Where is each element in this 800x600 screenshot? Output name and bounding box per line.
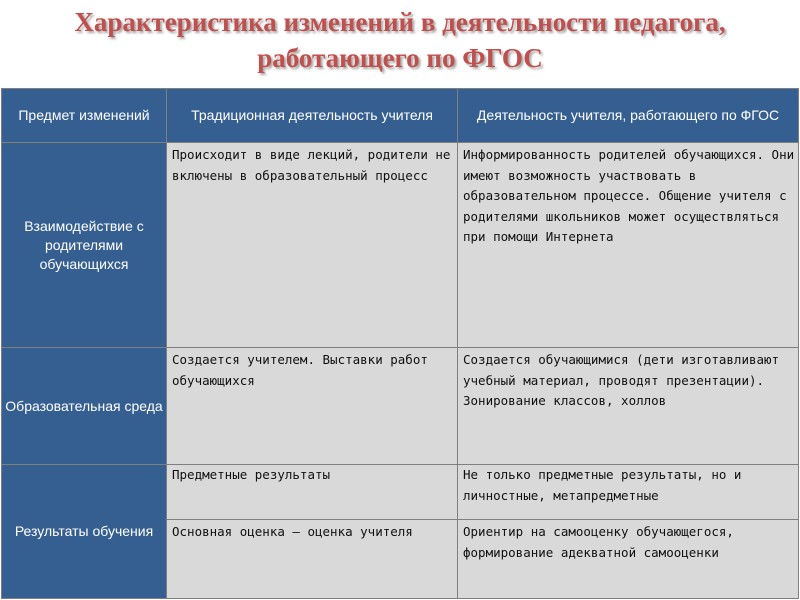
cell-traditional-assessment: Основная оценка – оценка учителя (167, 520, 458, 599)
row-subject-results: Результаты обучения (2, 465, 167, 599)
header-subject: Предмет изменений (2, 89, 167, 143)
table-row (2, 348, 799, 465)
cell-traditional-environment: Создается учителем. Выставки работ обучающихся (167, 348, 458, 465)
row-subject-environment: Образовательная среда (2, 348, 167, 465)
title-line-2: работающего по ФГОС (257, 43, 543, 73)
table-row (2, 143, 799, 348)
header-fgos: Деятельность учителя, работающего по ФГОС (458, 89, 799, 143)
cell-traditional-parents: Происходит в виде лекций, родители не включены в образовательный процесс (167, 143, 458, 348)
table-row (2, 465, 799, 520)
cell-traditional-results: Предметные результаты (167, 465, 458, 520)
header-traditional: Традиционная деятельность учителя (167, 89, 458, 143)
cell-fgos-parents: Информированность родителей обучающихся. Они имеют возможность участвовать в образовательном процессе. Общение учителя с родителями школьников может осуществляться при помощи Интернета (458, 143, 799, 348)
comparison-table (1, 88, 799, 599)
cell-fgos-results: Не только предметные результаты, но и личностные, метапредметные (458, 465, 799, 520)
cell-fgos-environment: Создается обучающимися (дети изготавливают учебный материал, проводят презентации). Зонирование классов, холлов (458, 348, 799, 465)
row-subject-parents: Взаимодействие с родителями обучающихся (2, 143, 167, 348)
table-header-row (2, 89, 799, 143)
slide-title (0, 4, 800, 76)
cell-fgos-assessment: Ориентир на самооценку обучающегося, формирование адекватной самооценки (458, 520, 799, 599)
title-line-1: Характеристика изменений в деятельности педагога, (74, 7, 726, 37)
